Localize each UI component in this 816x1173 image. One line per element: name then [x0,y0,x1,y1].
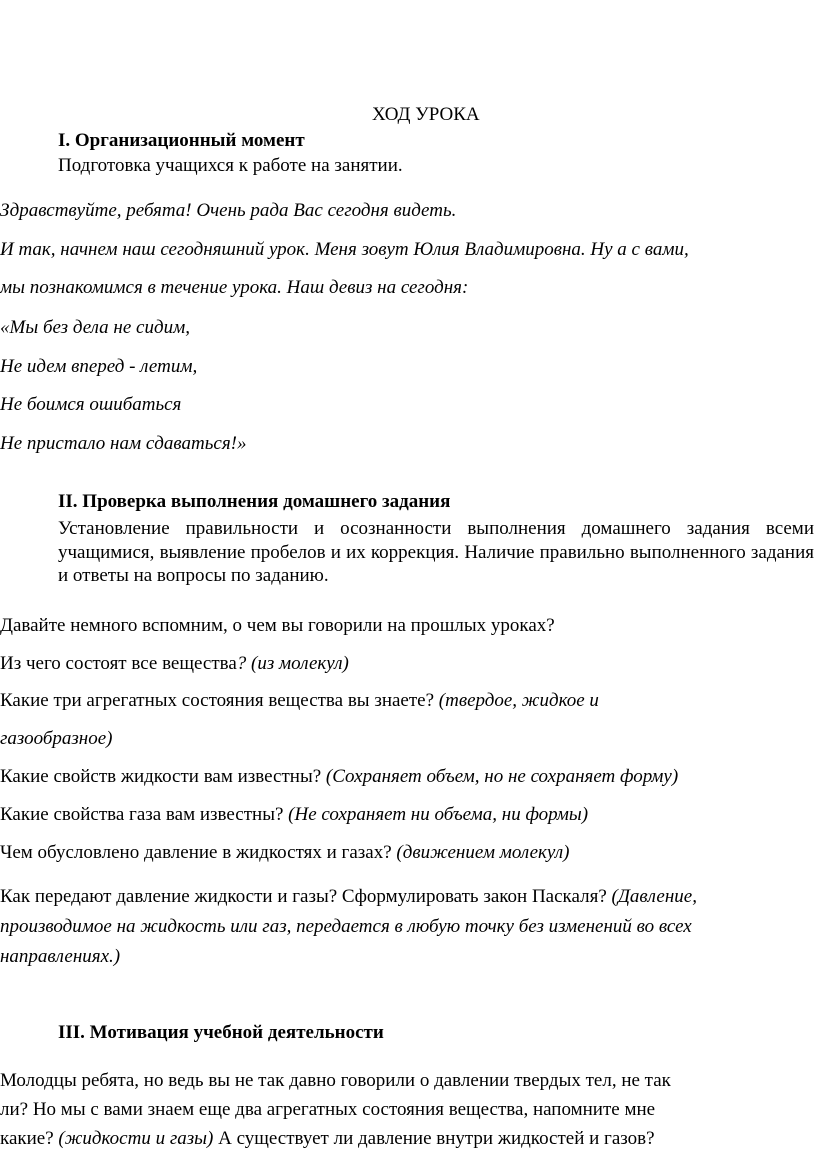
question-3 [0,765,678,789]
pascal-question [0,885,697,909]
section-1-heading: I. Организационный момент [58,130,305,151]
motto-intro-line: мы познакомимся в течение урока. Наш девиз на сегодня: [0,277,469,298]
pascal-question-text: Как передают давление жидкости и газы? Сформулировать закон Паскаля? [0,886,612,907]
motivation-line-3-start: какие? [0,1128,59,1149]
motivation-line-2: ли? Но мы с вами знаем еще два агрегатных состояния вещества, напомните мне [0,1099,656,1120]
pascal-answer-line-2: производимое на жидкость или газ, передается в любую точку без изменений во всех [0,916,692,937]
pascal-answer-line-3: направлениях.) [0,946,121,967]
answer-4-text: (Не сохраняет ни объема, ни формы) [288,804,589,825]
question-5-text: Чем обусловлено давление в жидкостях и газах? [0,842,397,863]
answer-2-continuation: газообразное) [0,728,113,749]
motto-line-1: «Мы без дела не сидим, [0,317,190,338]
question-1 [0,652,349,676]
question-4-text: Какие свойства газа вам известны? [0,804,289,825]
page-title: ХОД УРОКА [372,104,480,125]
motto-line-3: Не боимся ошибаться [0,394,182,415]
motto-line-4: Не пристало нам сдаваться!» [0,433,247,454]
section-1-description: Подготовка учащихся к работе на занятии. [58,155,403,176]
question-2-text: Какие три агрегатных состояния вещества вы знаете? [0,690,439,711]
section-2-description: Установление правильности и осознанности выполнения домашнего задания всеми учащимися, выявление пробелов и их коррекция. Наличие правильно выполненного задания и ответы на вопросы по заданию. [58,518,814,586]
greeting-line: Здравствуйте, ребята! Очень рада Вас сегодня видеть. [0,200,457,221]
answer-3-text: (Сохраняет объем, но не сохраняет форму) [325,766,679,787]
question-2 [0,689,599,713]
motivation-answer: (жидкости и газы) [58,1128,214,1149]
motivation-line-3 [0,1127,655,1151]
question-5 [0,841,569,865]
motivation-line-3-end: А существует ли давление внутри жидкостей и газов? [213,1128,655,1149]
section-2-heading: II. Проверка выполнения домашнего задания [58,491,451,512]
question-1-text: Из чего состоят все вещества [0,653,237,674]
question-3-text: Какие свойств жидкости вам известны? [0,766,326,787]
review-intro: Давайте немного вспомним, о чем вы говорили на прошлых уроках? [0,615,555,636]
motto-line-2: Не идем вперед - летим, [0,356,198,377]
answer-1-text: ? (из молекул) [236,653,349,674]
intro-line: И так, начнем наш сегодняшний урок. Меня зовут Юлия Владимировна. Ну а с вами, [0,239,689,260]
answer-5-text: (движением молекул) [396,842,570,863]
pascal-answer-start: (Давление, [611,886,697,907]
motivation-line-1: Молодцы ребята, но ведь вы не так давно говорили о давлении твердых тел, не так [0,1070,671,1091]
section-3-heading: III. Мотивация учебной деятельности [58,1022,384,1043]
question-4 [0,803,588,827]
answer-2-text: (твердое, жидкое и [438,690,599,711]
